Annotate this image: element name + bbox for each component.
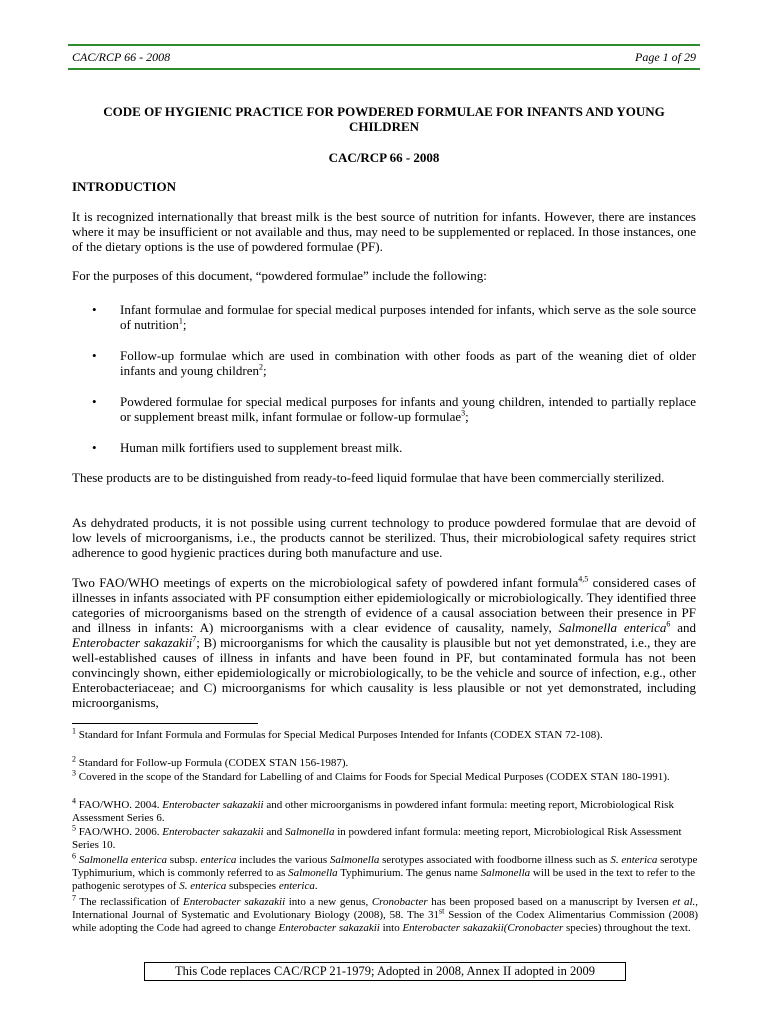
- replacement-note: This Code replaces CAC/RCP 21-1979; Adopted in 2008, Annex II adopted in 2009: [144, 962, 626, 981]
- footnote-5: $^5$ FAO/WHO. 2006. Enterobacter sakazakii and Salmonella in powdered infant formula: meeting report, Microbiological Risk Assessment Series 10.: [72, 823, 682, 851]
- bullet-marker: •: [92, 394, 97, 409]
- document-code: CAC/RCP 66 - 2008: [328, 150, 440, 165]
- distinguished-paragraph: These products are to be distinguished from ready-to-feed liquid formulae that have been commercially sterilized.: [72, 470, 665, 485]
- bullet-item: Infant formulae and formulae for special medical purposes intended for infants, which serve as the sole source of nutrition$^1$;: [120, 302, 696, 332]
- bullet-marker: •: [92, 348, 97, 363]
- header-page-indicator: Page 1 of 29: [635, 50, 696, 64]
- bullet-marker: •: [92, 440, 97, 455]
- bullet-item: Powdered formulae for special medical purposes for infants and young children, intended to partially replace or supplement breast milk, infant formulae or follow-up formulae$^3$;: [120, 394, 696, 424]
- footnote-2: $^2$ Standard for Follow-up Formula (CODEX STAN 156-1987).: [72, 754, 349, 769]
- footnote-6: $^6$ Salmonella enterica subsp. enterica includes the various Salmonella serotypes associated with foodborne illness such as S. enterica serotype Typhimurium, which is commonly referred to as Salmonella Typhimurium. The genus name Salmonella will be used in the text to refer to the pathogenic serotypes of S. enterica subspecies enterica.: [72, 851, 698, 892]
- running-header: [68, 44, 700, 70]
- dehydrated-paragraph: As dehydrated products, it is not possible using current technology to produce powdered formulae that are devoid of low levels of microorganisms, i.e., the products cannot be sterilized. Thus, their microbiological safety requires strict adherence to good hygienic practices during both manufacture and use.: [72, 515, 696, 560]
- footnote-4: $^4$ FAO/WHO. 2004. Enterobacter sakazakii and other microorganisms in powdered infant formula: meeting report, Microbiological Risk Assessment Series 6.: [72, 796, 674, 824]
- purposes-paragraph: For the purposes of this document, “powdered formulae” include the following:: [72, 268, 487, 283]
- section-heading: INTRODUCTION: [72, 179, 177, 194]
- footnote-3: $^3$ Covered in the scope of the Standard for Labelling of and Claims for Foods for Special Medical Purposes (CODEX STAN 180-1991).: [72, 768, 670, 783]
- bullet-item: Human milk fortifiers used to supplement breast milk.: [120, 440, 403, 455]
- meetings-paragraph: Two FAO/WHO meetings of experts on the microbiological safety of powdered infant formula$^{4,5}$ considered cases of illnesses in infants associated with PF consumption either epidemiologically or microbiologically. They identified three categories of microorganisms based on the strength of evidence of a causal association between their presence in PF and illness in infants: A) microorganisms with a clear evidence of causality, namely, Salmonella enterica$^6$ and Enterobacter sakazakii$^7$; B) microorganisms for which the causality is plausible but not yet demonstrated, i.e., they are well-established causes of illness in infants and have been found in PF, but contaminated formula has not been convincingly shown, either epidemiologically or microbiologically, to be the vehicle and source of infection, e.g., other Enterobacteriaceae; and C) microorganisms for which causality is less plausible or not yet demonstrated, including microorganisms,: [72, 574, 696, 710]
- footnote-separator: [72, 723, 258, 724]
- footnote-1: $^1$ Standard for Infant Formula and Formulas for Special Medical Purposes Intended for Infants (CODEX STAN 72-108).: [72, 726, 603, 741]
- header-doc-code: CAC/RCP 66 - 2008: [72, 50, 171, 64]
- intro-paragraph: It is recognized internationally that breast milk is the best source of nutrition for infants. However, there are instances where it may be insufficient or not available and thus, may need to be supplemented or replaced. In those instances, one of the dietary options is the use of powdered formulae (PF).: [72, 209, 696, 254]
- footnote-7: $^7$ The reclassification of Enterobacter sakazakii into a new genus, Cronobacter has been proposed based on a manuscript by Iversen et al., International Journal of Systematic and Evolutionary Biology (2008), 58. The 31st Session of the Codex Alimentarius Commission (2008) while adopting the Code had agreed to change Enterobacter sakazakii into Enterobacter sakazakii(Cronobacter species) throughout the text.: [72, 893, 699, 934]
- bullet-item: Follow-up formulae which are used in combination with other foods as part of the weaning diet of older infants and young children$^2$;: [120, 348, 696, 378]
- document-title: CODE OF HYGIENIC PRACTICE FOR POWDERED FORMULAE FOR INFANTS AND YOUNG CHILDREN: [103, 104, 665, 134]
- bullet-marker: •: [92, 302, 97, 317]
